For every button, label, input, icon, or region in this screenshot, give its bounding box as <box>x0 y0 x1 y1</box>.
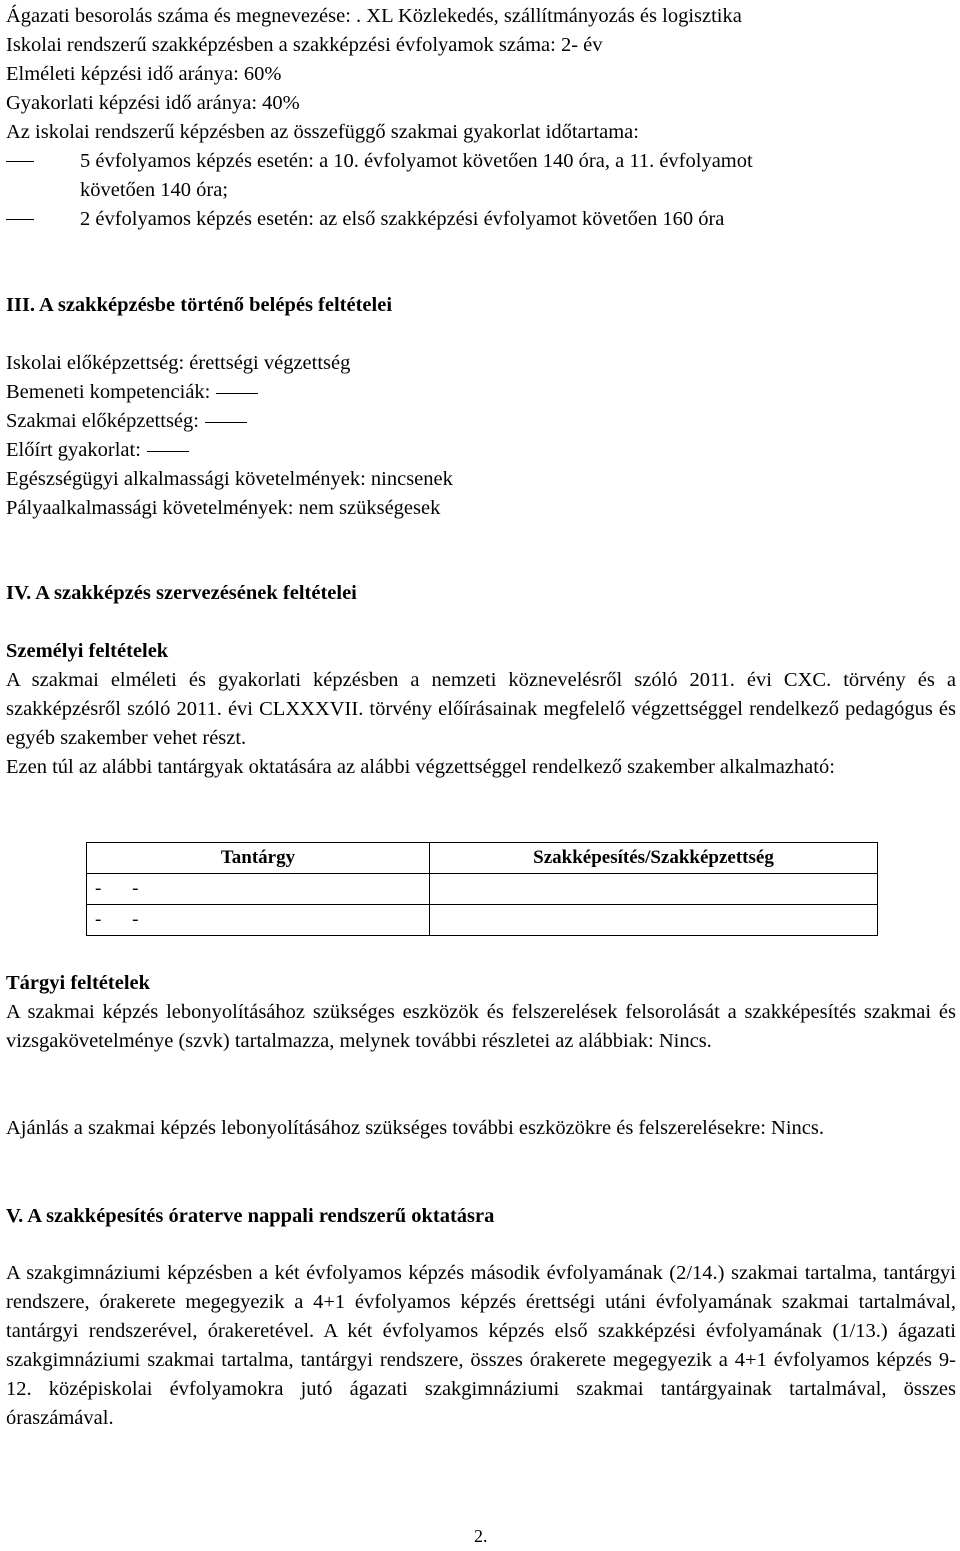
health-requirements-line: Egészségügyi alkalmassági követelmények: nincsenek <box>6 468 453 490</box>
material-conditions <box>6 969 956 1056</box>
entry-competencies-label: Bemeneti kompetenciák: <box>6 381 211 403</box>
curriculum-paragraph: A szakgimnáziumi képzésben a két évfolyamos képzés második évfolyamának (2/14.) szakmai tartalma, tantárgyi rendszere, órakerete megegyezik a 4+1 évfolyamos képzés érettségi utáni évfolyamának szakmai tartalmával, tantárgyi rendszerével, órakeretével. A két évfolyamos képzés első szakképzési évfolyamának (1/13.) ágazati szakgimnáziumi szakmai tartalma, tantárgyi rendszere, összes órakerete megegyezik a 4+1 évfolyamos képzés 9-12. középiskolai évfolyamokra jutó ágazati szakgimnáziumi szakmai tantárgyainak tartalmával, összes óraszámával. <box>6 1262 956 1429</box>
list-item-text: 5 évfolyamos képzés esetén: a 10. évfolyamot követően 140 óra, a 11. évfolyamot <box>80 150 753 172</box>
career-requirements-line: Pályaalkalmassági követelmények: nem szükségesek <box>6 497 441 519</box>
list-item <box>6 205 956 234</box>
column-header-qualification: Szakképesítés/Szakképzettség <box>430 843 878 874</box>
practice-duration-line: Az iskolai rendszerű képzésben az összefüggő szakmai gyakorlat időtartama: <box>6 121 639 143</box>
section-curriculum <box>6 1202 956 1231</box>
empty-value-dash <box>216 393 258 394</box>
list-item <box>6 147 956 176</box>
table-row <box>87 874 878 905</box>
recommendation-paragraph: Ajánlás a szakmai képzés lebonyolításához szükséges további eszközökre és felszerelésekre: Nincs. <box>6 1117 824 1139</box>
table-cell: - - <box>87 905 430 936</box>
material-conditions-paragraph: A szakmai képzés lebonyolításához szükséges eszközök és felszerelések felsorolását a szakképesítés szakmai és vizsgakövetelménye (szvk) tartalmazza, melynek további részletei az alábbiak: Nincs. <box>6 1001 956 1052</box>
prior-vocational-line <box>6 407 956 436</box>
years-line: Iskolai rendszerű szakképzésben a szakképzési évfolyamok száma: 2- év <box>6 34 603 56</box>
prior-vocational-label: Szakmai előképzettség: <box>6 410 199 432</box>
subsection-heading: Személyi feltételek <box>6 640 169 662</box>
additional-staff-paragraph: Ezen túl az alábbi tantárgyak oktatására az alábbi végzettséggel rendelkező szakember alkalmazható: <box>6 756 835 778</box>
required-practice-line <box>6 436 956 465</box>
equipment-recommendation <box>6 1114 956 1143</box>
table-row <box>87 905 878 936</box>
section-heading: V. A szakképesítés óraterve nappali rendszerű oktatásra <box>6 1205 495 1227</box>
list-item-text: 2 évfolyamos képzés esetén: az első szakképzési évfolyamot követően 160 óra <box>80 208 725 230</box>
section-entry-requirements <box>6 291 956 320</box>
subjects-table <box>86 842 878 936</box>
required-practice-label: Előírt gyakorlat: <box>6 439 141 461</box>
practice-ratio-line: Gyakorlati képzési idő aránya: 40% <box>6 92 300 114</box>
column-header-subject: Tantárgy <box>87 843 430 874</box>
personal-conditions <box>6 637 956 782</box>
sector-line: Ágazati besorolás száma és megnevezése: . XL Közlekedés, szállítmányozás és logisztika <box>6 5 742 27</box>
qualification-info <box>6 2 956 234</box>
dash-bullet <box>6 219 34 220</box>
section-organization <box>6 579 956 608</box>
table-cell <box>430 905 878 936</box>
personal-conditions-paragraph: A szakmai elméleti és gyakorlati képzésben a nemzeti köznevelésről szóló 2011. évi CXC. törvény és a szakképzésről szóló 2011. évi CLXXXVII. törvény előírásainak megfelelő végzettséggel rendelkező pedagógus és egyéb szakember vehet részt. <box>6 669 956 749</box>
section-heading: IV. A szakképzés szervezésének feltételei <box>6 582 357 604</box>
curriculum-description <box>6 1259 956 1433</box>
table-header-row <box>87 843 878 874</box>
empty-value-dash <box>205 422 247 423</box>
table-cell: - - <box>87 874 430 905</box>
empty-value-dash <box>147 451 189 452</box>
list-item-continuation: követően 140 óra; <box>80 179 229 201</box>
prior-education-line: Iskolai előképzettség: érettségi végzettség <box>6 352 351 374</box>
page-number: 2. <box>474 1526 488 1546</box>
dash-bullet <box>6 161 34 162</box>
section-heading: III. A szakképzésbe történő belépés feltételei <box>6 294 393 316</box>
entry-requirements-list <box>6 349 956 523</box>
table-cell <box>430 874 878 905</box>
subsection-heading: Tárgyi feltételek <box>6 972 151 994</box>
theory-ratio-line: Elméleti képzési idő aránya: 60% <box>6 63 282 85</box>
entry-competencies-line <box>6 378 956 407</box>
